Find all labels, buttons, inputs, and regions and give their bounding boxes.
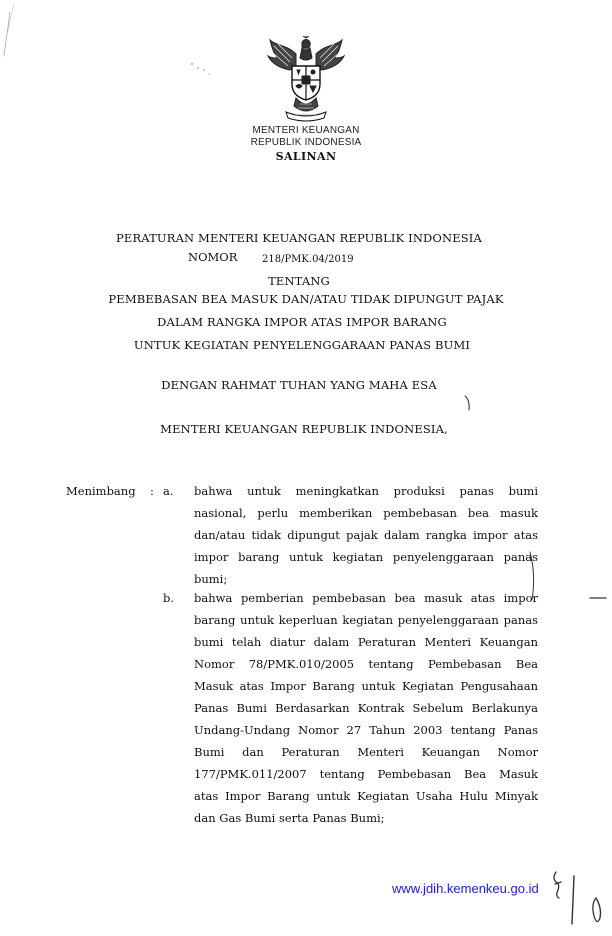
regulation-title: PERATURAN MENTERI KEUANGAN REPUBLIK INDONESIA: [116, 231, 482, 245]
paragraph-line: barang untuk keperluan kegiatan penyelenggaraan panas: [194, 613, 538, 627]
pen-tick-mark: [465, 396, 469, 410]
scan-speck: [209, 74, 210, 75]
paragraph-line: 177/PMK.011/2007 tentang Pembebasan Bea Masuk: [194, 767, 538, 781]
minister-line: MENTERI KEUANGAN REPUBLIK INDONESIA,: [160, 422, 448, 436]
paragraph-line: impor barang untuk kegiatan penyelenggaraan panas: [194, 550, 538, 564]
handwritten-initial-mark: [554, 872, 561, 898]
item-b-paragraph: [194, 587, 538, 829]
paragraph-line: Panas Bumi Berdasarkan Kontrak Sebelum Berlakunya: [194, 701, 538, 715]
item-b-letter: b.: [163, 591, 175, 605]
paragraph-line: bahwa untuk meningkatkan produksi panas bumi: [194, 484, 538, 498]
item-a-paragraph: [194, 480, 538, 590]
paragraph-line: dan Gas Bumi serta Panas Bumi;: [194, 811, 385, 825]
scan-line-mark: [8, 4, 14, 30]
garuda-emblem-icon: [266, 36, 346, 122]
nomor-label: NOMOR: [188, 250, 238, 264]
paragraph-line: Masuk atas Impor Barang untuk Kegiatan Pengusahaan: [194, 679, 538, 693]
ministry-name-line-1: MENTERI KEUANGAN: [252, 125, 360, 136]
nomor-value: 218/PMK.04/2019: [262, 254, 354, 265]
subject-line-1: PEMBEBASAN BEA MASUK DAN/ATAU TIDAK DIPUNGUT PAJAK: [108, 292, 504, 306]
scan-speck: [197, 67, 198, 68]
paragraph-line: atas Impor Barang untuk Kegiatan Usaha Hulu Minyak: [194, 789, 538, 803]
handwritten-stroke-mark: [572, 876, 574, 924]
tentang-label: TENTANG: [268, 274, 330, 288]
paragraph-line: bahwa pemberian pembebasan bea masuk atas impor: [194, 591, 538, 605]
scan-speck: [203, 69, 204, 70]
subject-line-2: DALAM RANGKA IMPOR ATAS IMPOR BARANG: [157, 315, 447, 329]
menimbang-label: Menimbang: [66, 484, 136, 498]
paragraph-line: bumi;: [194, 572, 228, 586]
item-a-letter: a.: [163, 484, 174, 498]
scan-line-mark: [4, 12, 10, 56]
scan-speck: [191, 63, 192, 64]
jdih-website-link[interactable]: www.jdih.kemenkeu.go.id: [392, 881, 539, 896]
paragraph-line: dan/atau tidak dipungut pajak dalam rangka impor atas: [194, 528, 538, 542]
handwritten-loop-mark: [593, 898, 601, 922]
subject-line-3: UNTUK KEGIATAN PENYELENGGARAAN PANAS BUMI: [133, 338, 471, 352]
paragraph-line: Bumi dan Peraturan Menteri Keuangan Nomor: [194, 745, 538, 759]
paragraph-line: bumi telah diatur dalam Peraturan Menteri Keuangan: [194, 635, 538, 649]
paragraph-line: nasional, perlu memberikan pembebasan bea masuk: [194, 506, 538, 520]
paragraph-line: Undang-Undang Nomor 27 Tahun 2003 tentang Panas: [194, 723, 538, 737]
blessing-line: DENGAN RAHMAT TUHAN YANG MAHA ESA: [161, 378, 437, 392]
paragraph-line: Nomor 78/PMK.010/2005 tentang Pembebasan Bea: [194, 657, 538, 671]
ministry-name-line-2: REPUBLIK INDONESIA: [250, 137, 362, 148]
copy-mark: SALINAN: [275, 150, 337, 163]
menimbang-colon: :: [150, 484, 154, 498]
